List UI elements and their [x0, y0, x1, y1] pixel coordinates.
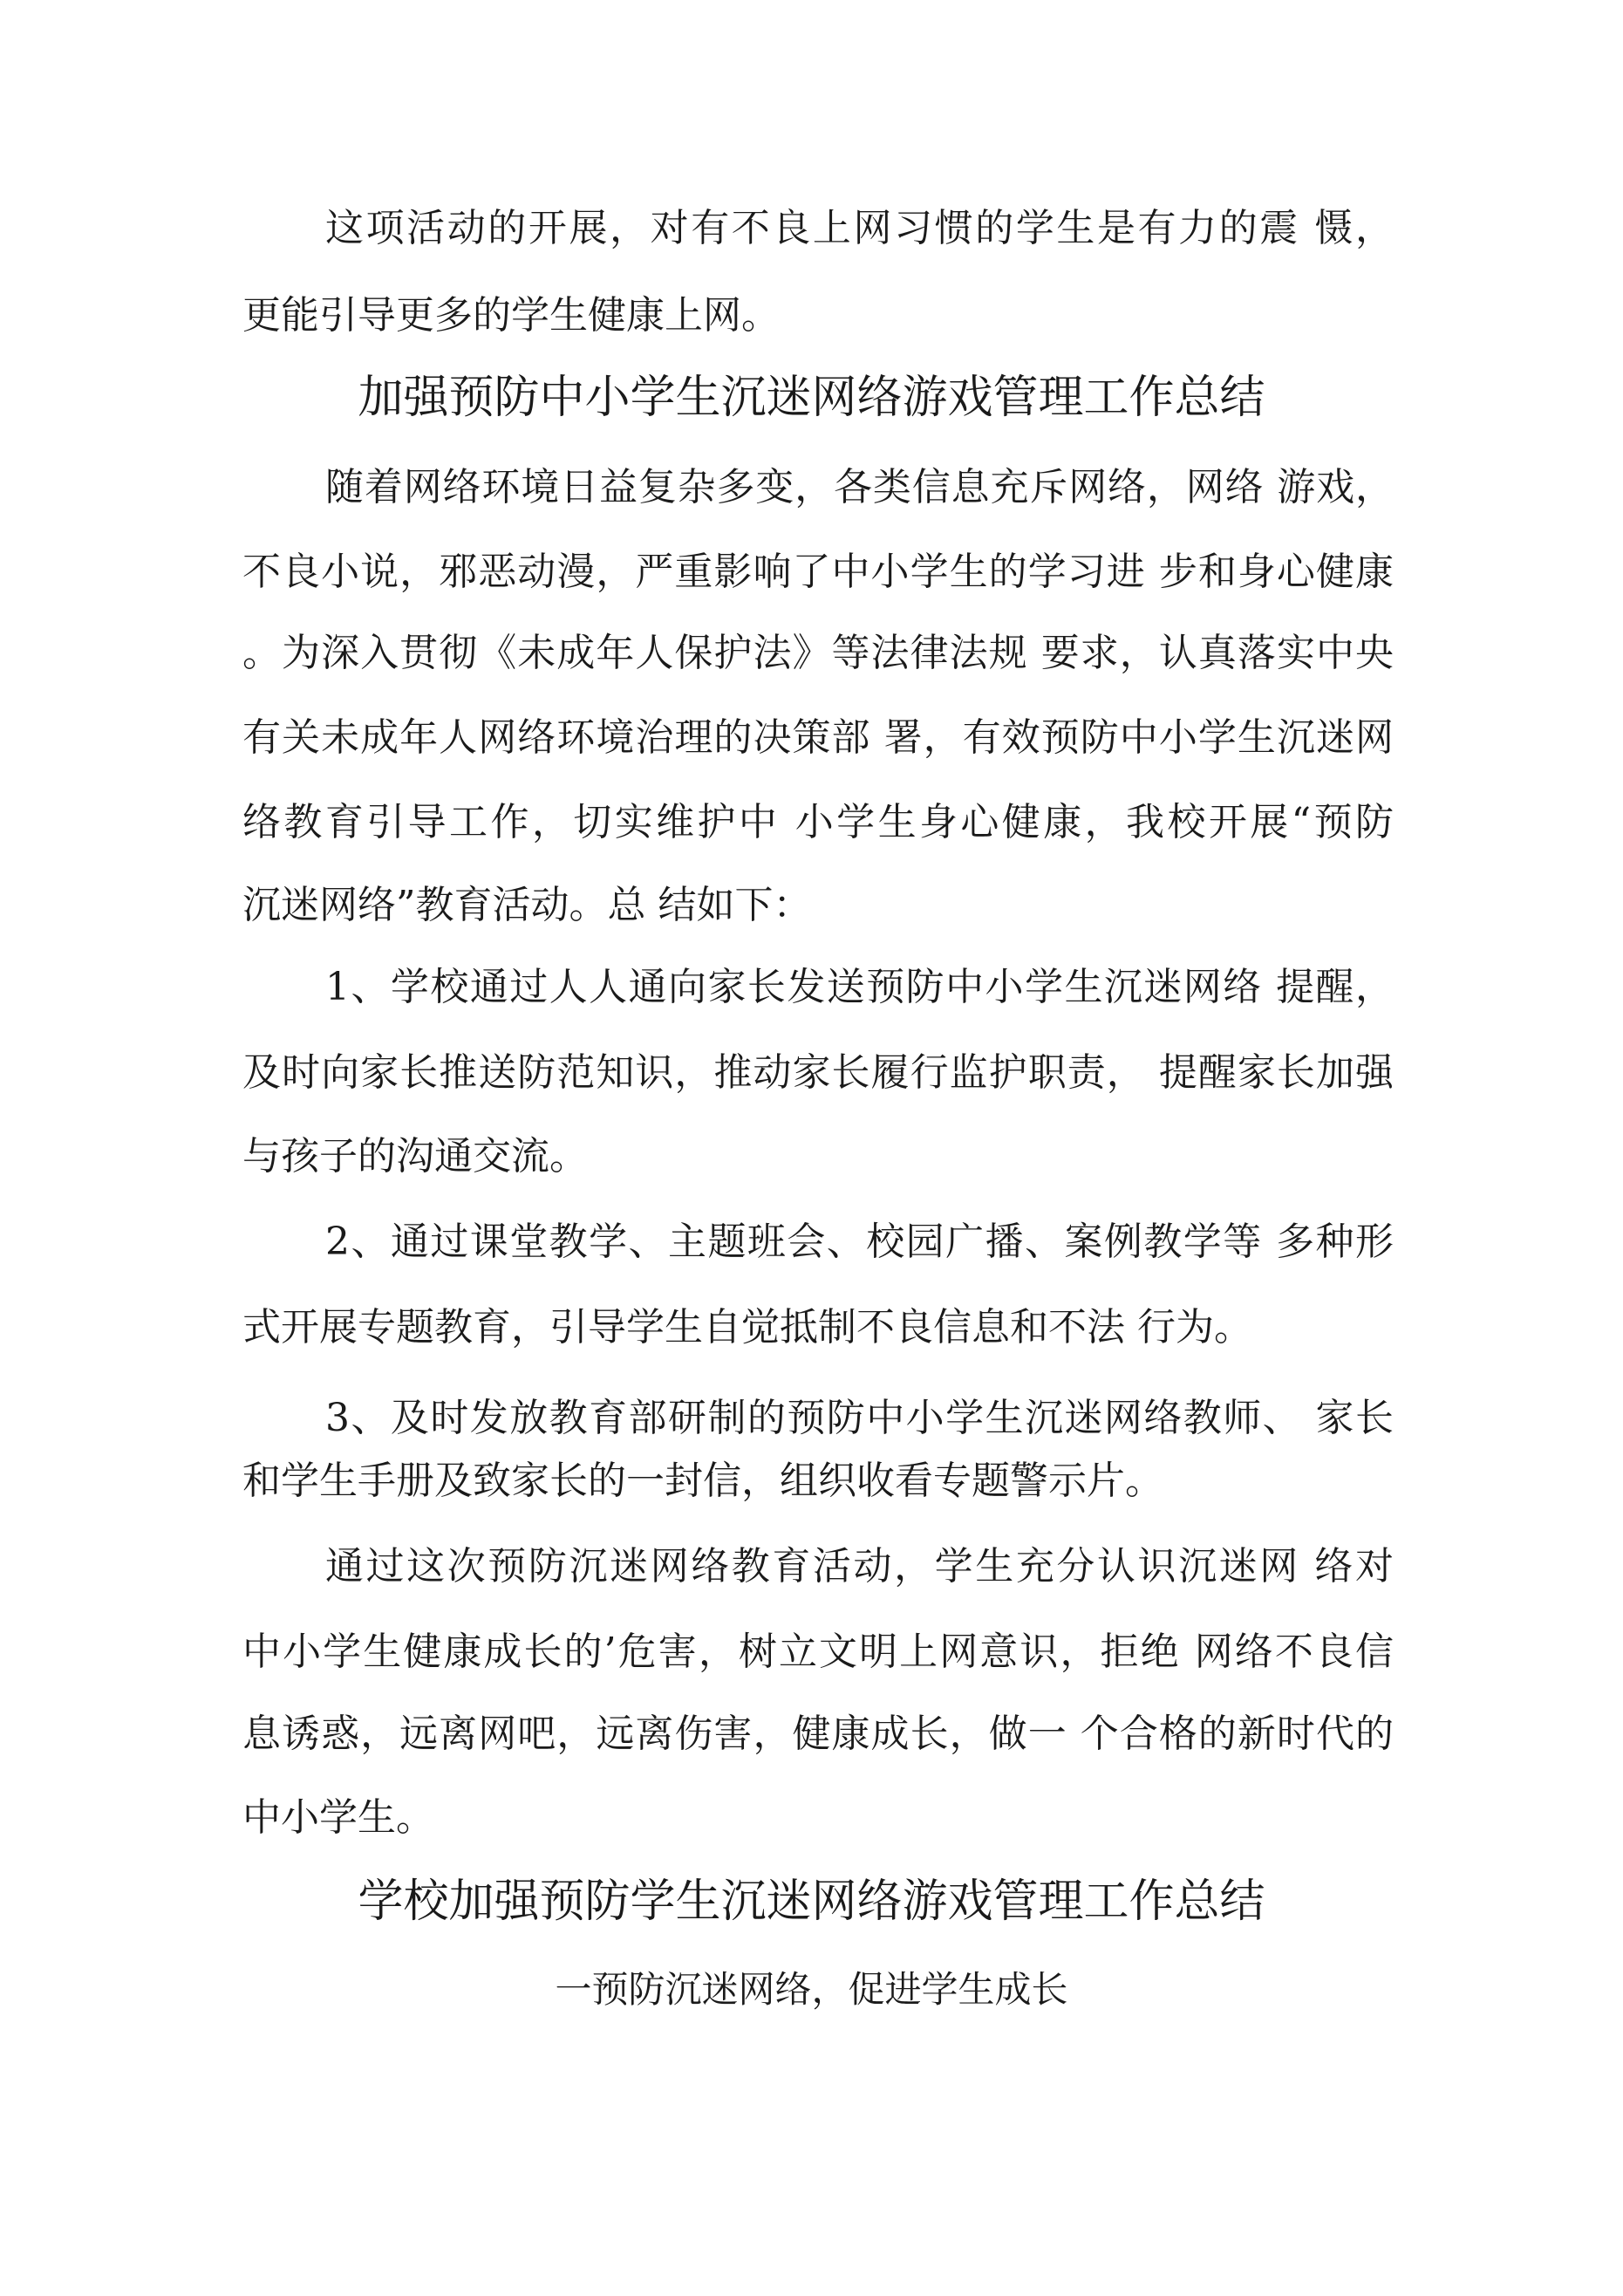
para1-line-5: 络教育引导工作，切实维护中 小学生身心健康，我校开展“预防: [242, 800, 1394, 844]
intro-line-1: 这项活动的开展，对有不良上网习惯的学生是有力的震 慑，: [325, 206, 1394, 250]
section2-title: 学校加强预防学生沉迷网络游戏管理工作总结: [358, 1876, 1265, 1928]
intro-line-2: 更能引导更多的学生健康上网。: [242, 293, 780, 338]
item2-line-1: 2、通过课堂教学、主题班会、校园广播、案例教学等 多种形: [325, 1220, 1394, 1264]
para1-line-3: 。为深入贯彻《未成年人保护法》等法律法规 要求，认真落实中央: [242, 631, 1394, 675]
item2-line-2: 式开展专题教育，引导学生自觉抵制不良信息和不法 行为。: [242, 1305, 1252, 1350]
para1-line-6: 沉迷网络”教育活动。总 结如下：: [242, 883, 812, 927]
para2-line-3: 息诱惑，远离网吧，远离伤害，健康成长，做一 个合格的新时代的: [242, 1712, 1394, 1756]
section2-subtitle: 一预防沉迷网络，促进学生成长: [555, 1968, 1068, 2011]
section1-title: 加强预防中小学生沉迷网络游戏管理工作总结: [358, 372, 1265, 424]
para2-line-1: 通过这次预防沉迷网络教育活动，学生充分认识沉迷网 络对: [325, 1544, 1394, 1589]
para1-line-4: 有关未成年人网络环境治理的决策部 署，有效预防中小学生沉迷网: [242, 715, 1394, 760]
item1-line-2: 及时向家长推送防范知识，推动家长履行监护职责， 提醒家长加强: [242, 1050, 1394, 1095]
item3-line-1: 3、及时发放教育部研制的预防中小学生沉迷网络教师、 家长: [325, 1396, 1394, 1440]
item1-line-1: 1、学校通过人人通向家长发送预防中小学生沉迷网络 提醒，: [325, 965, 1394, 1009]
item1-line-3: 与孩子的沟通交流。: [242, 1134, 588, 1179]
para2-line-2: 中小学生健康成长的’危害，树立文明上网意识，拒绝 网络不良信: [242, 1630, 1394, 1674]
para1-line-1: 随着网络环境日益复杂多变，各类信息充斥网络，网络 游戏，: [325, 465, 1394, 509]
item3-line-2: 和学生手册及致家长的一封信，组织收看专题警示片。: [242, 1459, 1163, 1503]
para2-line-4: 中小学生。: [242, 1795, 434, 1840]
para1-line-2: 不良小说，邪恶动漫，严重影响了中小学生的学习进 步和身心健康: [242, 550, 1394, 594]
